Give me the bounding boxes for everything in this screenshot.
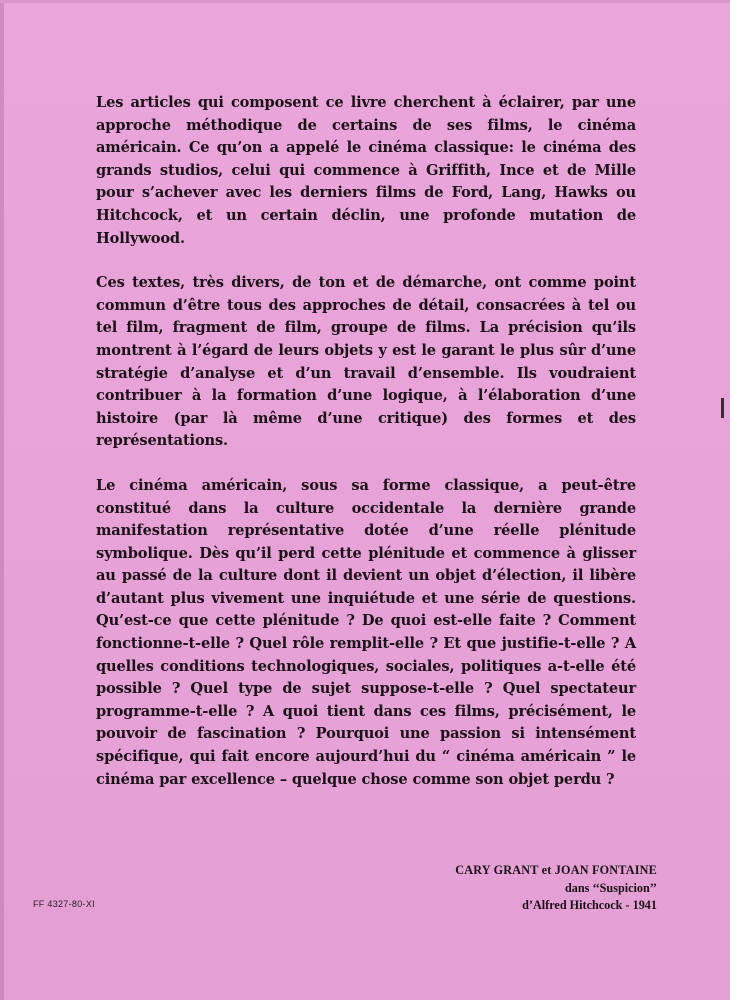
blurb-text xyxy=(96,92,636,813)
paragraph-3: Le cinéma américain, sous sa forme classique, a peut-être constitué dans la culture occidentale la dernière grande manifestation représentative dotée d’une réelle plénitude symbolique. Dès qu’il perd cette plénitude et commence à glisser au passé de la culture dont il devient un objet d’élection, il libère d’autant plus vivement une inquiétude et une série de questions. Qu’est-ce que cette plénitude ? De quoi est-elle faite ? Comment fonctionne-t-elle ? Quel rôle remplit-elle ? Et que justifie-t-elle ? A quelles conditions technologiques, sociales, politiques a-t-elle été possible ? Quel type de sujet suppose-t-elle ? Quel spectateur programme-t-elle ? A quoi tient dans ces films, précisément, le pouvoir de fascination ? Pourquoi une passion si intensément spécifique, qui fait encore aujourd’hui du “ cinéma américain ” le cinéma par excellence – quelque chose comme son objet perdu ? xyxy=(96,476,636,788)
left-edge-shadow xyxy=(0,0,4,1000)
edge-mark xyxy=(721,398,724,418)
top-edge-shadow xyxy=(0,0,730,3)
catalog-code: FF 4327-80-XI xyxy=(33,899,95,909)
paragraph-1: Les articles qui composent ce livre cherchent à éclairer, par une approche méthodique de certains de ses films, le cinéma américain. Ce qu’on a appelé le cinéma classique: le cinéma des grands studios, celui qui commence à Griffith, Ince et de Mille pour s’achever avec les derniers films de Ford, Lang, Hawks ou Hitchcock, et un certain déclin, une profonde mutation de Hollywood. xyxy=(96,94,636,247)
paragraph-2: Ces textes, très divers, de ton et de démarche, ont comme point commun d’être tous des approches de détail, consacrées à tel ou tel film, fragment de film, groupe de films. La précision qu’ils montrent à l’égard de leurs objets y est le garant le plus sûr d’une stratégie d’analyse et d’un travail d’ensemble. Ils voudraient contribuer à la formation d’une logique, à l’élaboration d’une histoire (par là même d’une critique) des formes et des représentations. xyxy=(96,274,636,450)
credit-names: CARY GRANT et JOAN FONTAINE xyxy=(455,863,657,877)
photo-credit xyxy=(357,862,657,915)
credit-director: d’Alfred Hitchcock - 1941 xyxy=(522,898,657,912)
credit-film: dans ‘‘Suspicion’’ xyxy=(565,880,657,895)
